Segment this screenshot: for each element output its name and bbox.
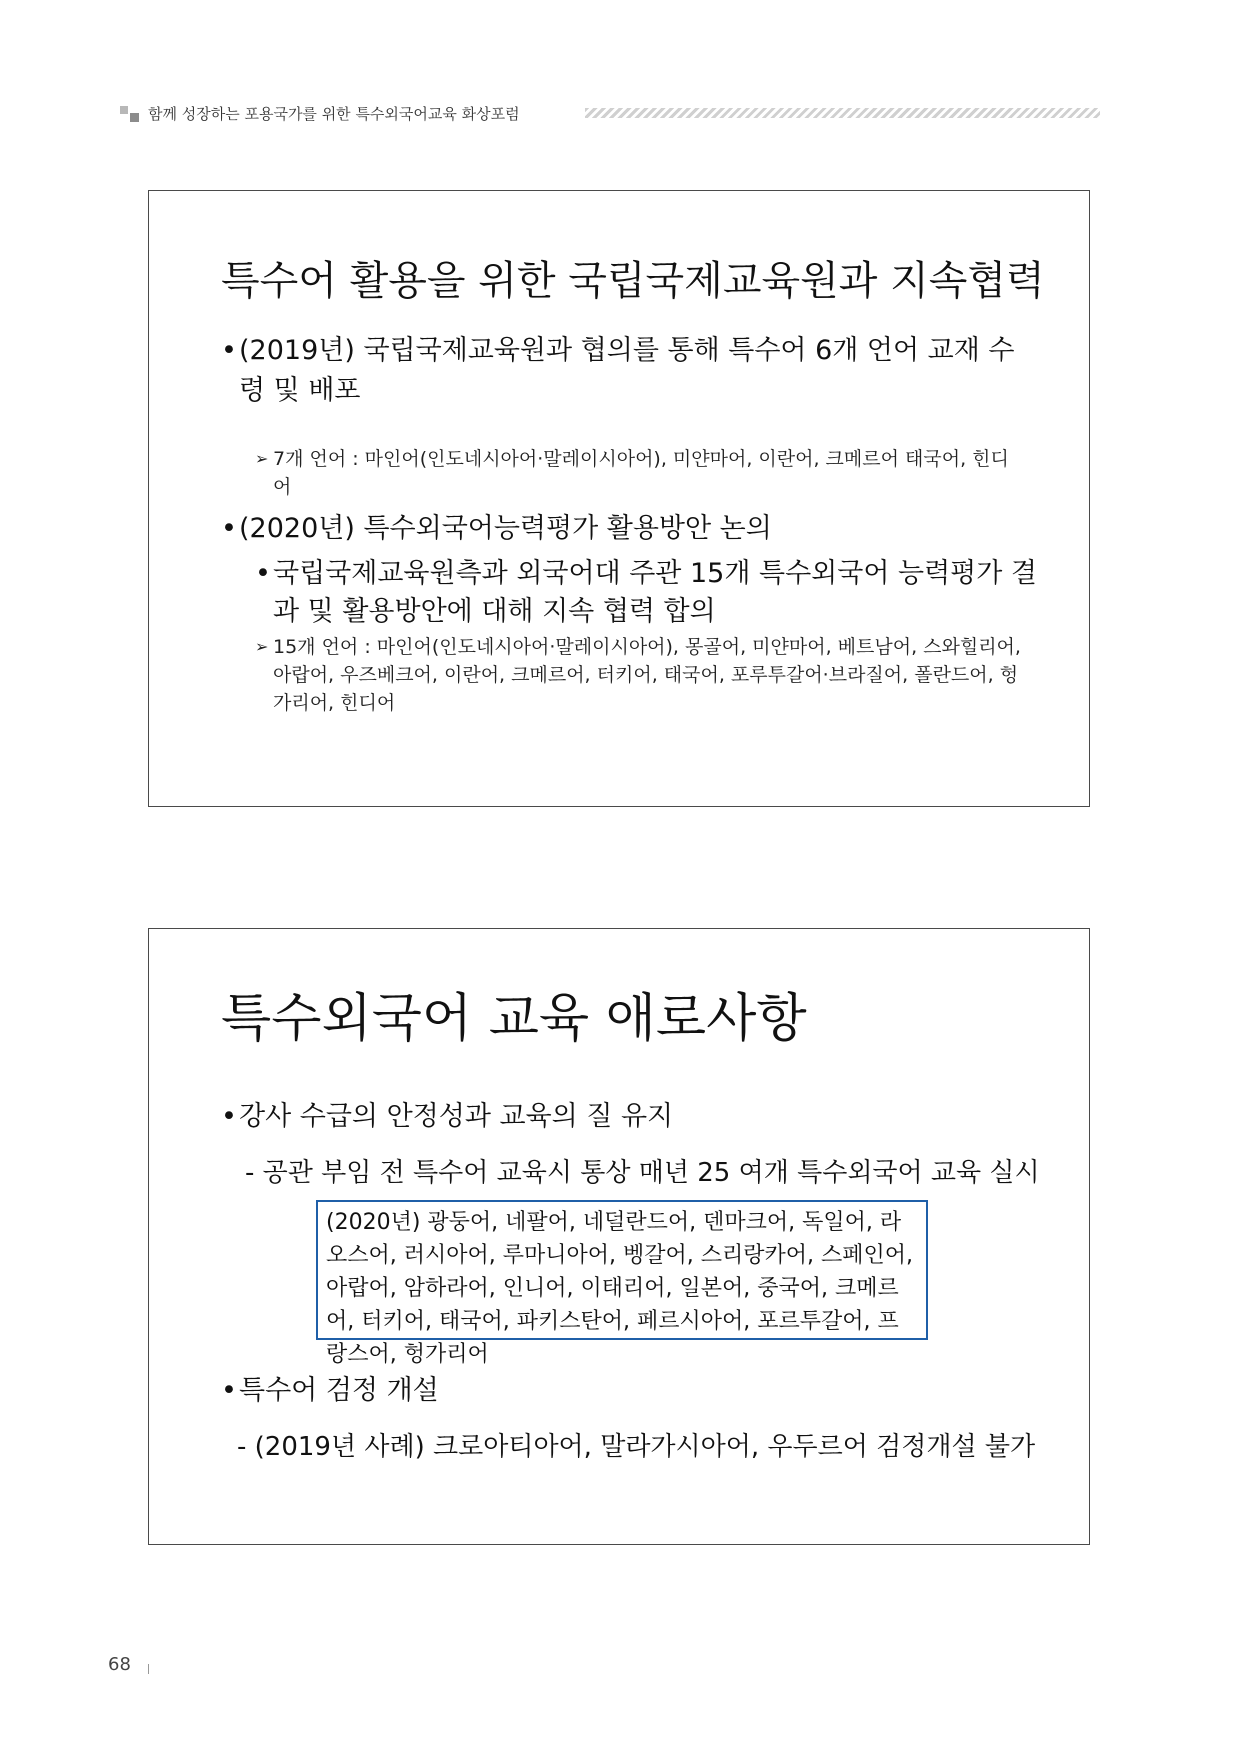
slide-1-bullet-1	[221, 331, 1021, 411]
slide-2-bullet-1-text: 강사 수급의 안정성과 교육의 질 유지	[239, 1101, 674, 1132]
header-title: 함께 성장하는 포용국가를 위한 특수외국어교육 화상포럼	[148, 105, 520, 123]
running-header	[120, 104, 1100, 126]
slide-2-bullet-2	[221, 1371, 1021, 1411]
slide-2-title: 특수외국어 교육 애로사항	[221, 989, 807, 1049]
slide-1-title: 특수어 활용을 위한 국립국제교육원과 지속협력	[221, 258, 1045, 304]
slide-2-dash-1: - 공관 부임 전 특수어 교육시 통상 매년 25 여개 특수외국어 교육 실시	[245, 1158, 1040, 1188]
arrow-bullet-icon: ➢	[255, 637, 269, 656]
page-number: 68	[108, 1654, 131, 1675]
slide-1-bullet-2-sub	[255, 555, 1055, 631]
slide-2-bullet-1	[221, 1097, 1021, 1137]
language-list-box: (2020년) 광둥어, 네팔어, 네덜란드어, 덴마크어, 독일어, 라오스어, 러시아어, 루마니아어, 벵갈어, 스리랑카어, 스페인어, 아랍어, 암하라어, 인니어, 이태리어, 일본어, 중국어, 크메르어, 터키어, 태국어, 파키스탄어, 페르시아어, 포르투갈어, 프랑스어, 헝가리어	[316, 1200, 928, 1340]
slide-1-bullet-1-text: (2019년) 국립국제교육원과 협의를 통해 특수어 6개 언어 교재 수령 및 배포	[239, 335, 1015, 406]
page-number-divider	[148, 1664, 149, 1674]
bullet-dot-icon: •	[221, 335, 237, 366]
slide-1-sub-1-text: 7개 언어 : 마인어(인도네시아어·말레이시아어), 미얀마어, 이란어, 크메르어 태국어, 힌디어	[273, 448, 1009, 498]
header-squares-icon	[120, 106, 142, 124]
slide-1-bullet-2-text: (2020년) 특수외국어능력평가 활용방안 논의	[239, 513, 772, 544]
slide-2-bullet-2-text: 특수어 검정 개설	[239, 1375, 439, 1406]
slide-1-sub-2-text: 15개 언어 : 마인어(인도네시아어·말레이시아어), 몽골어, 미얀마어, 베트남어, 스와힐리어, 아랍어, 우즈베크어, 이란어, 크메르어, 터키어, 태국어, 포루투갈어·브라질어, 폴란드어, 헝가리어, 힌디어	[273, 636, 1021, 714]
slide-1	[148, 190, 1090, 807]
bullet-dot-icon: •	[221, 513, 237, 544]
slide-1-bullet-2-sub-text: 국립국제교육원측과 외국어대 주관 15개 특수외국어 능력평가 결과 및 활용방안에 대해 지속 협력 합의	[273, 558, 1037, 627]
bullet-dot-icon: •	[221, 1375, 237, 1406]
slide-1-sub-1	[255, 445, 1015, 501]
bullet-dot-icon: •	[221, 1101, 237, 1132]
bullet-dot-icon: •	[255, 558, 271, 589]
header-stripe-decoration	[585, 108, 1100, 118]
arrow-bullet-icon: ➢	[255, 449, 269, 468]
slide-2	[148, 928, 1090, 1545]
slide-1-sub-2	[255, 633, 1030, 717]
slide-2-dash-2: - (2019년 사례) 크로아티아어, 말라가시아어, 우두르어 검정개설 불가	[237, 1432, 1036, 1462]
slide-1-bullet-2	[221, 509, 1021, 549]
